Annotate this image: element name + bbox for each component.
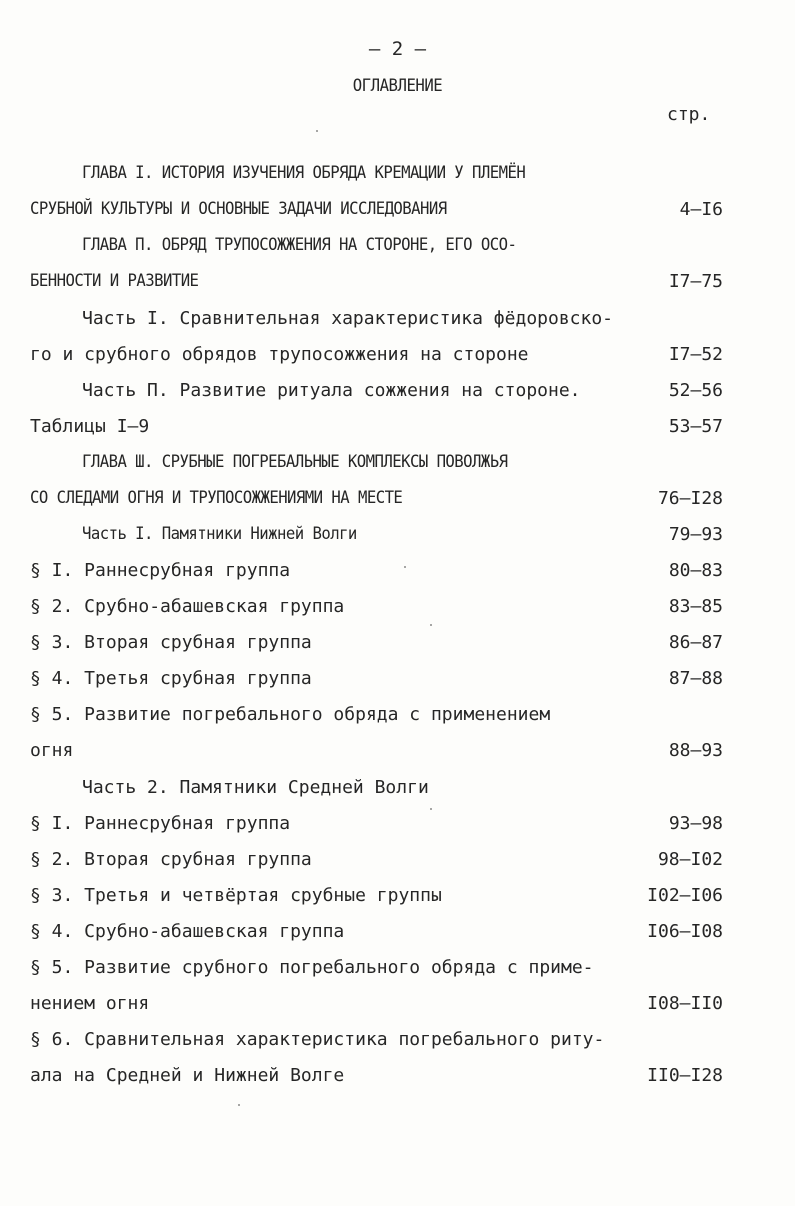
toc-entry-text: § 4. Третья срубная группа: [30, 668, 312, 689]
toc-entry: [0, 698, 795, 734]
toc-entry: [0, 338, 795, 374]
page-number: – 2 –: [368, 38, 427, 60]
paper-speck: [430, 624, 432, 626]
toc-entry-text: БЕННОСТИ И РАЗВИТИЕ: [30, 271, 199, 291]
toc-entry: [0, 987, 795, 1023]
toc-entry-text: ГЛАВА I. ИСТОРИЯ ИЗУЧЕНИЯ ОБРЯДА КРЕМАЦИИ У ПЛЕМЁН: [82, 163, 526, 183]
paper-speck: [316, 130, 318, 132]
toc-entry: [0, 915, 795, 951]
toc-entry-text: го и срубного обрядов трупосожжения на стороне: [30, 344, 529, 365]
toc-entry-pages: 98–I02: [657, 849, 723, 870]
toc-entry-text: § I. Раннесрубная группа: [30, 813, 291, 834]
toc-entry: [0, 446, 795, 482]
toc-entry-pages: 52–56: [668, 380, 723, 401]
toc-entry: [0, 843, 795, 879]
toc-entry-pages: 86–87: [668, 632, 723, 653]
toc-entry-pages: 76–I28: [657, 488, 723, 509]
toc-entry-text: ГЛАВА П. ОБРЯД ТРУПОСОЖЖЕНИЯ НА СТОРОНЕ, ЕГО ОСО-: [82, 235, 517, 255]
toc-entry-text: § 3. Третья и четвёртая срубные группы: [30, 885, 442, 906]
toc-entry-pages: 93–98: [668, 813, 723, 834]
toc-entry-pages: 88–93: [668, 740, 723, 761]
toc-entry: [0, 734, 795, 770]
toc-entry: [0, 951, 795, 987]
toc-entry-text: нением огня: [30, 993, 150, 1014]
toc-entry: [0, 554, 795, 590]
toc-entry: [0, 265, 795, 301]
toc-entry-text: Часть I. Памятники Нижней Волги: [82, 524, 357, 544]
toc-entry-text: § 6. Сравнительная характеристика погребального риту-: [30, 1029, 605, 1050]
toc-entry-text: СРУБНОЙ КУЛЬТУРЫ И ОСНОВНЫЕ ЗАДАЧИ ИССЛЕДОВАНИЯ: [30, 199, 447, 219]
toc-entry: [0, 229, 795, 265]
toc-entry: [0, 1023, 795, 1059]
toc-entry: [0, 879, 795, 915]
toc-entry: [0, 1059, 795, 1095]
toc-entry-pages: I7–75: [668, 271, 723, 292]
toc-heading: ОГЛАВЛЕНИЕ: [352, 76, 443, 96]
toc-entry-text: § 5. Развитие погребального обряда с применением: [30, 704, 551, 725]
toc-entry-pages: I7–52: [668, 344, 723, 365]
toc-entry-text: § I. Раннесрубная группа: [30, 560, 291, 581]
toc-entry-text: § 2. Срубно-абашевская группа: [30, 596, 345, 617]
toc-entry-text: ГЛАВА Ш. СРУБНЫЕ ПОГРЕБАЛЬНЫЕ КОМПЛЕКСЫ ПОВОЛЖЬЯ: [82, 452, 508, 472]
toc-entry-text: Часть I. Сравнительная характеристика фёдоровско-: [82, 308, 614, 329]
toc-entry-text: Таблицы I–9: [30, 416, 150, 437]
toc-entry-pages: 4–I6: [679, 199, 723, 220]
toc-entry-pages: 53–57: [668, 416, 723, 437]
toc-entry-text: § 3. Вторая срубная группа: [30, 632, 312, 653]
toc-entry: [0, 193, 795, 229]
toc-entry-text: Часть 2. Памятники Средней Волги: [82, 777, 429, 798]
toc-entry-text: § 5. Развитие срубного погребального обряда с приме-: [30, 957, 594, 978]
paper-speck: [404, 566, 406, 568]
toc-entry: [0, 482, 795, 518]
toc-entry-text: огня: [30, 740, 74, 761]
page-column-label: стр.: [667, 104, 711, 125]
toc-entry-text: § 2. Вторая срубная группа: [30, 849, 312, 870]
toc-entry: [0, 302, 795, 338]
toc-entry: [0, 662, 795, 698]
paper-speck: [430, 808, 432, 810]
toc-entry: [0, 771, 795, 807]
toc-entry: [0, 410, 795, 446]
paper-speck: [238, 1104, 240, 1106]
toc-entry-text: § 4. Срубно-абашевская группа: [30, 921, 345, 942]
toc-entry-pages: 79–93: [668, 524, 723, 545]
toc-entry-pages: 83–85: [668, 596, 723, 617]
toc-entry-text: СО СЛЕДАМИ ОГНЯ И ТРУПОСОЖЖЕНИЯМИ НА МЕСТЕ: [30, 488, 403, 508]
toc-entry-pages: 80–83: [668, 560, 723, 581]
toc-entry-pages: I08–II0: [647, 993, 723, 1014]
toc-entry-text: Часть П. Развитие ритуала сожжения на стороне.: [82, 380, 581, 401]
toc-entry: [0, 374, 795, 410]
toc-entry: [0, 518, 795, 554]
toc-entry-pages: II0–I28: [647, 1065, 723, 1086]
toc-entry: [0, 157, 795, 193]
toc-entry: [0, 590, 795, 626]
toc-entry-pages: I02–I06: [647, 885, 723, 906]
toc-entry: [0, 626, 795, 662]
toc-entry-pages: 87–88: [668, 668, 723, 689]
toc-entry-text: ала на Средней и Нижней Волге: [30, 1065, 345, 1086]
toc-entry-pages: I06–I08: [647, 921, 723, 942]
toc-entry: [0, 807, 795, 843]
